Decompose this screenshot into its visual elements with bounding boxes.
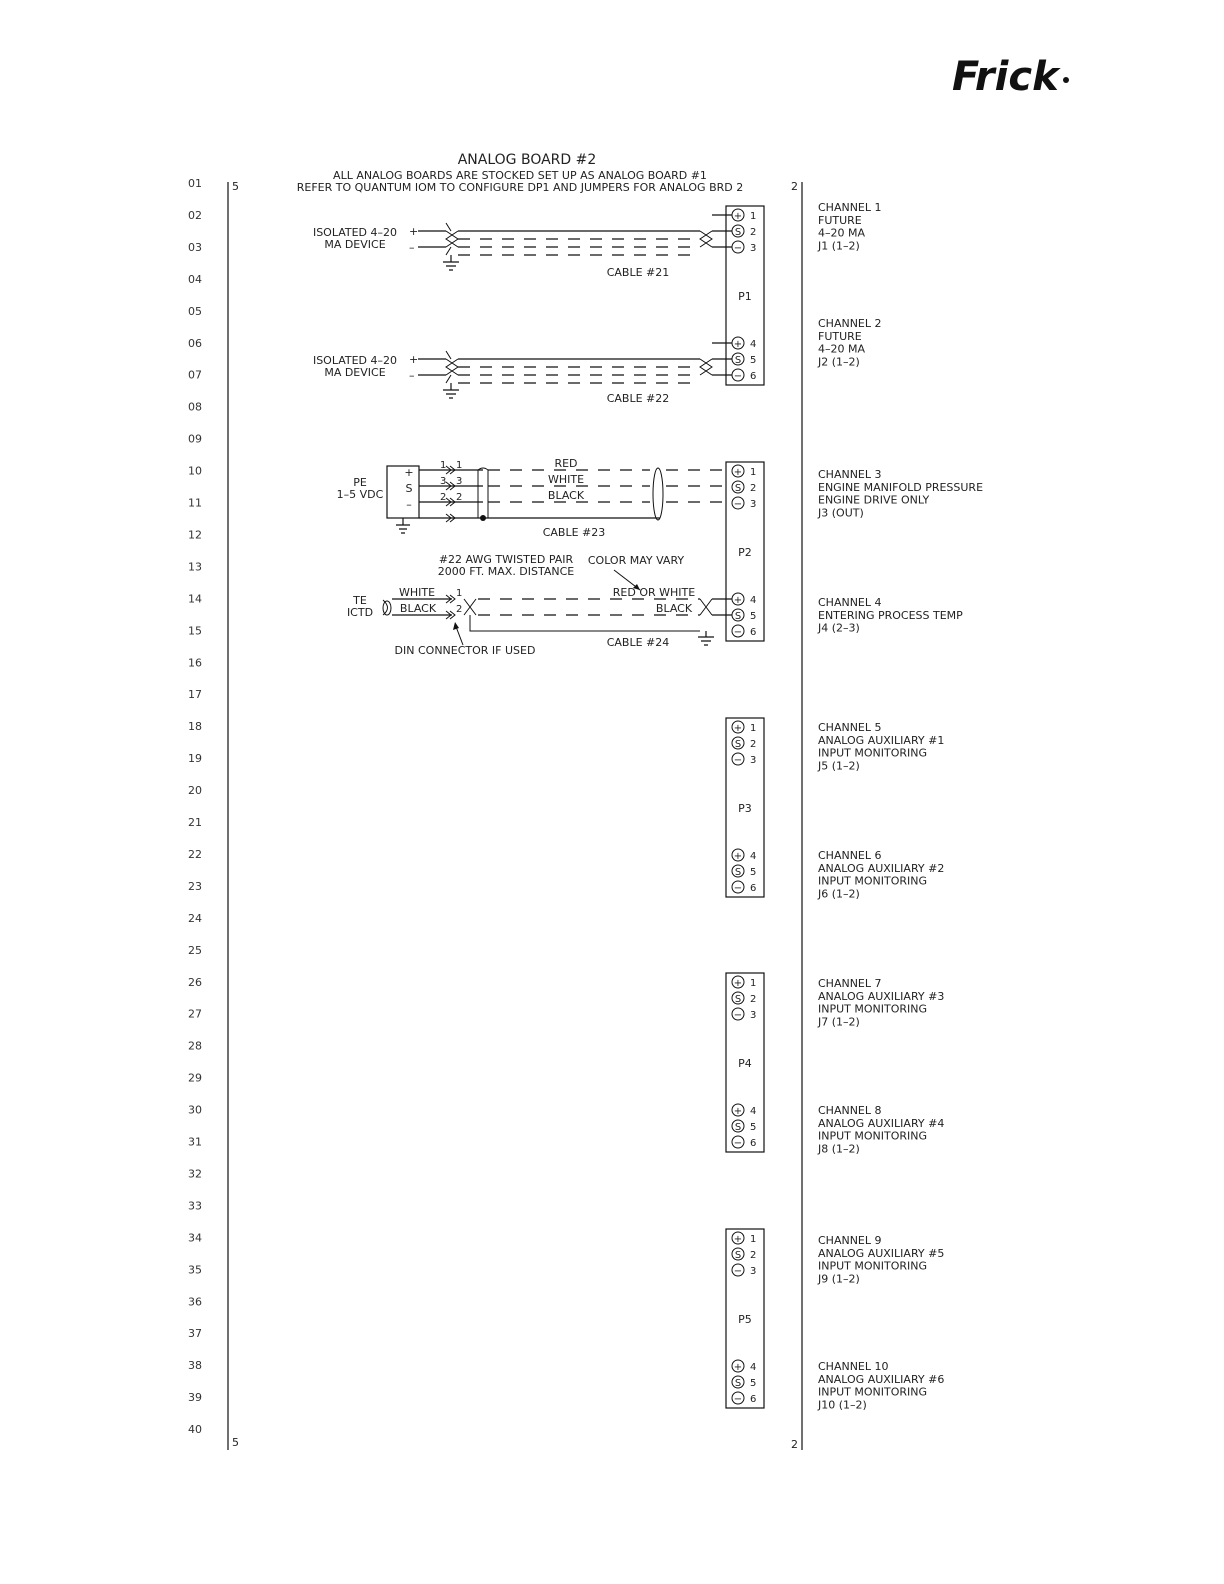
channel-label-2 [817, 317, 882, 368]
te-type: ICTD [346, 606, 374, 619]
pin-number: 3 [750, 1010, 757, 1021]
frick-logo-text: Frick [952, 54, 1059, 100]
channel-text-line: J10 (1–2) [818, 1398, 867, 1412]
color-note: COLOR MAY VARY [587, 554, 685, 567]
channel-text-line: INPUT MONITORING [818, 1129, 928, 1143]
wire-red-or-white-label: RED OR WHITE [612, 586, 696, 599]
te-wire-num: 2 [456, 604, 463, 615]
awg-note-1: #22 AWG TWISTED PAIR [438, 553, 574, 566]
row-number: 21 [188, 816, 202, 829]
pin-polarity-icon: S [734, 1250, 742, 1261]
twist-symbol-right [700, 231, 712, 247]
twist-symbol-left [446, 359, 458, 375]
pin-polarity-icon: S [734, 739, 742, 750]
channel-text-line: J6 (1–2) [818, 887, 860, 901]
pe-transmitter-wiring [337, 457, 732, 539]
channel-text-line: FUTURE [818, 213, 862, 227]
row-number: 38 [188, 1359, 202, 1373]
channel-label-7 [817, 977, 944, 1028]
channel-text-line: ENGINE MANIFOLD PRESSURE [818, 480, 984, 494]
pe-wire-num: 3 [456, 476, 463, 487]
shield-drain [478, 468, 488, 518]
terminal-block-label: P3 [738, 802, 752, 815]
channel-text-line: FUTURE [818, 329, 862, 343]
pe-wire-num: 1 [440, 460, 447, 471]
pin-polarity-icon: − [733, 1266, 743, 1277]
isolated-device-1-wiring [313, 215, 732, 279]
frick-logo [952, 54, 1069, 100]
pe-term-s: S [405, 482, 413, 495]
row-number: 01 [188, 177, 202, 190]
pin-number: 6 [750, 371, 757, 382]
row-number: 23 [188, 879, 202, 893]
te-white-label: WHITE [398, 586, 436, 599]
row-number: 24 [188, 911, 202, 925]
diagram-title: ANALOG BOARD #2 [457, 152, 597, 168]
terminal-block-p4 [726, 973, 764, 1152]
channel-label-5 [817, 721, 944, 772]
channel-text-line: J7 (1–2) [818, 1015, 860, 1029]
channel-text-line: CHANNEL 8 [818, 1104, 882, 1117]
wire-black-label: BLACK [547, 489, 585, 502]
row-number: 36 [188, 1295, 202, 1309]
channel-text-line: ANALOG AUXILIARY #4 [818, 1116, 945, 1130]
te-wire-num: 1 [456, 588, 463, 599]
twist-symbol-right [700, 599, 712, 615]
row-number: 02 [188, 208, 202, 222]
row-number: 17 [188, 688, 202, 702]
awg-note-2: 2000 FT. MAX. DISTANCE [437, 565, 575, 578]
twist-symbol-left [446, 231, 458, 247]
ground-icon [443, 390, 459, 398]
iso-device-1-line2: MA DEVICE [324, 238, 386, 251]
pin-number: 5 [750, 355, 757, 366]
wire-black-label-2: BLACK [655, 602, 693, 615]
pe-wire-num: 2 [456, 492, 463, 503]
row-number: 14 [188, 592, 202, 606]
ground-icon [698, 637, 714, 645]
pin-polarity-icon: + [733, 723, 743, 734]
pin-number: 6 [750, 627, 757, 638]
pin-polarity-icon: + [733, 595, 743, 606]
pin-number: 4 [750, 595, 757, 606]
channel-text-line: CHANNEL 10 [818, 1360, 889, 1373]
channel-text-line: ANALOG AUXILIARY #2 [818, 861, 945, 875]
channel-labels [817, 201, 983, 1411]
channel-text-line: ENTERING PROCESS TEMP [818, 608, 963, 622]
pin-number: 1 [750, 978, 757, 989]
cable-22-label: CABLE #22 [606, 392, 670, 405]
pin-polarity-icon: S [734, 355, 742, 366]
pin-polarity-icon: + [733, 1234, 743, 1245]
row-number: 39 [188, 1391, 202, 1405]
pin-number: 2 [750, 227, 757, 238]
channel-label-6 [817, 849, 944, 900]
channel-text-line: ENGINE DRIVE ONLY [818, 493, 930, 507]
terminal-block-p3 [726, 718, 764, 897]
pin-number: 3 [750, 243, 757, 254]
pin-polarity-icon: + [733, 1106, 743, 1117]
pin-polarity-icon: + [733, 211, 743, 222]
terminal-block-label: P5 [738, 1313, 752, 1326]
cable-21-label: CABLE #21 [606, 266, 670, 279]
pin-number: 5 [750, 1378, 757, 1389]
wire-red-label: RED [554, 457, 578, 470]
row-number: 12 [188, 528, 202, 542]
pin-number: 1 [750, 1234, 757, 1245]
row-number: 06 [188, 336, 202, 350]
pin-polarity-icon: S [734, 994, 742, 1005]
wire-white-label: WHITE [547, 473, 585, 486]
channel-text-line: CHANNEL 6 [818, 849, 882, 862]
pin-number: 5 [750, 611, 757, 622]
channel-text-line: J3 (OUT) [818, 506, 864, 520]
pin-number: 4 [750, 1106, 757, 1117]
shield-symbol [653, 468, 663, 520]
channel-text-line: J1 (1–2) [818, 239, 860, 253]
pin-polarity-icon: + [733, 851, 743, 862]
pe-device-box [387, 466, 419, 518]
pin-number: 3 [750, 1266, 757, 1277]
isolated-device-2-wiring [313, 343, 732, 405]
ground-icon [443, 262, 459, 270]
channel-text-line: CHANNEL 7 [818, 977, 882, 990]
channel-text-line: 4–20 MA [818, 226, 866, 240]
pin-number: 4 [750, 1362, 757, 1373]
channel-text-line: J8 (1–2) [818, 1142, 860, 1156]
pin-number: 2 [750, 483, 757, 494]
channel-label-1 [817, 201, 882, 252]
pin-polarity-icon: S [734, 1122, 742, 1133]
cable-23-label: CABLE #23 [542, 526, 606, 539]
channel-text-line: CHANNEL 4 [818, 596, 882, 609]
te-sensor-wiring [347, 553, 732, 657]
pin-polarity-icon: + [733, 339, 743, 350]
pin-number: 3 [750, 755, 757, 766]
pe-term-minus: – [406, 498, 412, 511]
row-numbers [188, 177, 202, 1436]
channel-text-line: ANALOG AUXILIARY #6 [818, 1372, 945, 1386]
pin-number: 6 [750, 1394, 757, 1405]
pin-polarity-icon: − [733, 243, 743, 254]
left-rail-bottom-label: 5 [232, 1436, 239, 1449]
channel-label-8 [817, 1104, 944, 1155]
pin-polarity-icon: + [733, 467, 743, 478]
pin-number: 1 [750, 467, 757, 478]
iso-device-2-line1: ISOLATED 4–20 [312, 354, 398, 367]
row-number: 07 [188, 368, 202, 382]
channel-label-9 [817, 1234, 944, 1285]
pin-polarity-icon: − [733, 627, 743, 638]
row-number: 32 [188, 1167, 202, 1181]
row-number: 03 [188, 240, 202, 254]
channel-text-line: CHANNEL 2 [818, 317, 882, 330]
terminal-block-label: P4 [738, 1057, 752, 1070]
pin-polarity-icon: − [733, 755, 743, 766]
pin-number: 6 [750, 1138, 757, 1149]
pin-polarity-icon: S [734, 483, 742, 494]
row-number: 16 [188, 656, 202, 670]
pin-number: 2 [750, 994, 757, 1005]
pin-number: 6 [750, 883, 757, 894]
pin-polarity-icon: − [733, 499, 743, 510]
row-number: 27 [188, 1007, 202, 1021]
pin-polarity-icon: S [734, 867, 742, 878]
connector-chevrons [446, 466, 455, 522]
pin-polarity-icon: S [734, 611, 742, 622]
row-number: 33 [188, 1199, 202, 1213]
channel-text-line: INPUT MONITORING [818, 746, 928, 760]
pe-wire-num: 1 [456, 460, 463, 471]
channel-text-line: J4 (2–3) [818, 621, 860, 635]
channel-text-line: ANALOG AUXILIARY #3 [818, 989, 945, 1003]
pe-wire-num: 2 [440, 492, 447, 503]
row-number: 31 [188, 1135, 202, 1149]
row-number: 08 [188, 400, 202, 414]
te-label: TE [353, 594, 367, 607]
pin-polarity-icon: − [733, 883, 743, 894]
row-number: 05 [188, 304, 202, 318]
pin-polarity-icon: − [733, 1394, 743, 1405]
channel-text-line: ANALOG AUXILIARY #5 [818, 1246, 945, 1260]
iso-2-minus: – [409, 369, 415, 382]
row-number: 35 [188, 1263, 202, 1277]
iso-device-1-line1: ISOLATED 4–20 [312, 226, 398, 239]
terminal-block-label: P1 [738, 290, 752, 303]
channel-text-line: ANALOG AUXILIARY #1 [818, 733, 945, 747]
channel-text-line: J5 (1–2) [818, 759, 860, 773]
row-number: 25 [188, 943, 202, 957]
iso-1-minus: – [409, 241, 415, 254]
pin-number: 4 [750, 851, 757, 862]
channel-text-line: 4–20 MA [818, 342, 866, 356]
row-number: 20 [188, 784, 202, 798]
channel-text-line: INPUT MONITORING [818, 1385, 928, 1399]
pin-polarity-icon: S [734, 227, 742, 238]
terminal-blocks [726, 206, 764, 1408]
terminal-block-label: P2 [738, 546, 752, 559]
channel-text-line: J9 (1–2) [818, 1272, 860, 1286]
pe-wire-num: 3 [440, 476, 447, 487]
channel-text-line: INPUT MONITORING [818, 1259, 928, 1273]
pin-polarity-icon: S [734, 1378, 742, 1389]
row-number: 10 [188, 464, 202, 478]
pin-number: 4 [750, 339, 757, 350]
din-note: DIN CONNECTOR IF USED [394, 644, 536, 657]
iso-2-plus: + [409, 353, 419, 366]
row-number: 18 [188, 720, 202, 734]
iso-1-plus: + [409, 225, 419, 238]
pin-polarity-icon: + [733, 978, 743, 989]
channel-label-3 [817, 468, 983, 519]
pin-number: 2 [750, 739, 757, 750]
row-number: 40 [188, 1423, 202, 1437]
channel-text-line: INPUT MONITORING [818, 1002, 928, 1016]
channel-label-4 [817, 596, 963, 635]
row-number: 04 [188, 272, 202, 286]
terminal-block-p5 [726, 1229, 764, 1408]
terminal-block-p2 [726, 462, 764, 641]
row-number: 19 [188, 752, 202, 766]
row-number: 26 [188, 975, 202, 989]
pin-polarity-icon: − [733, 371, 743, 382]
row-number: 37 [188, 1327, 202, 1341]
registered-mark [1063, 77, 1069, 83]
channel-text-line: J2 (1–2) [818, 355, 860, 369]
pin-number: 5 [750, 867, 757, 878]
ground-icon [396, 525, 410, 533]
channel-text-line: CHANNEL 5 [818, 721, 882, 734]
row-number: 22 [188, 847, 202, 861]
row-number: 29 [188, 1071, 202, 1085]
cable-24-label: CABLE #24 [606, 636, 670, 649]
pin-number: 1 [750, 211, 757, 222]
row-number: 15 [188, 624, 202, 638]
row-number: 34 [188, 1231, 202, 1245]
iso-device-2-line2: MA DEVICE [324, 366, 386, 379]
pe-range: 1–5 VDC [336, 488, 384, 501]
pin-number: 2 [750, 1250, 757, 1261]
row-number: 30 [188, 1103, 202, 1117]
channel-text-line: CHANNEL 1 [818, 201, 882, 214]
row-number: 13 [188, 560, 202, 574]
left-rail-top-label: 5 [232, 180, 239, 193]
pe-term-plus: + [404, 466, 414, 479]
twist-symbol-right [700, 359, 712, 375]
pin-number: 1 [750, 723, 757, 734]
pin-number: 3 [750, 499, 757, 510]
pe-label: PE [353, 476, 367, 489]
twist-symbol-left [464, 599, 476, 615]
header-note-1: ALL ANALOG BOARDS ARE STOCKED SET UP AS ANALOG BOARD #1 [333, 169, 707, 182]
right-rail-top-label: 2 [791, 180, 798, 193]
pin-number: 5 [750, 1122, 757, 1133]
channel-label-10 [817, 1360, 944, 1411]
channel-text-line: CHANNEL 3 [818, 468, 882, 481]
row-number: 09 [188, 432, 202, 446]
te-black-label: BLACK [399, 602, 437, 615]
channel-text-line: CHANNEL 9 [818, 1234, 882, 1247]
right-rail-bottom-label: 2 [791, 1438, 798, 1451]
pin-polarity-icon: + [733, 1362, 743, 1373]
header-note-2: REFER TO QUANTUM IOM TO CONFIGURE DP1 AND JUMPERS FOR ANALOG BRD 2 [296, 181, 744, 194]
pin-polarity-icon: − [733, 1138, 743, 1149]
row-number: 11 [188, 496, 202, 510]
row-number: 28 [188, 1039, 202, 1053]
channel-text-line: INPUT MONITORING [818, 874, 928, 888]
pin-polarity-icon: − [733, 1010, 743, 1021]
terminal-block-p1 [726, 206, 764, 385]
